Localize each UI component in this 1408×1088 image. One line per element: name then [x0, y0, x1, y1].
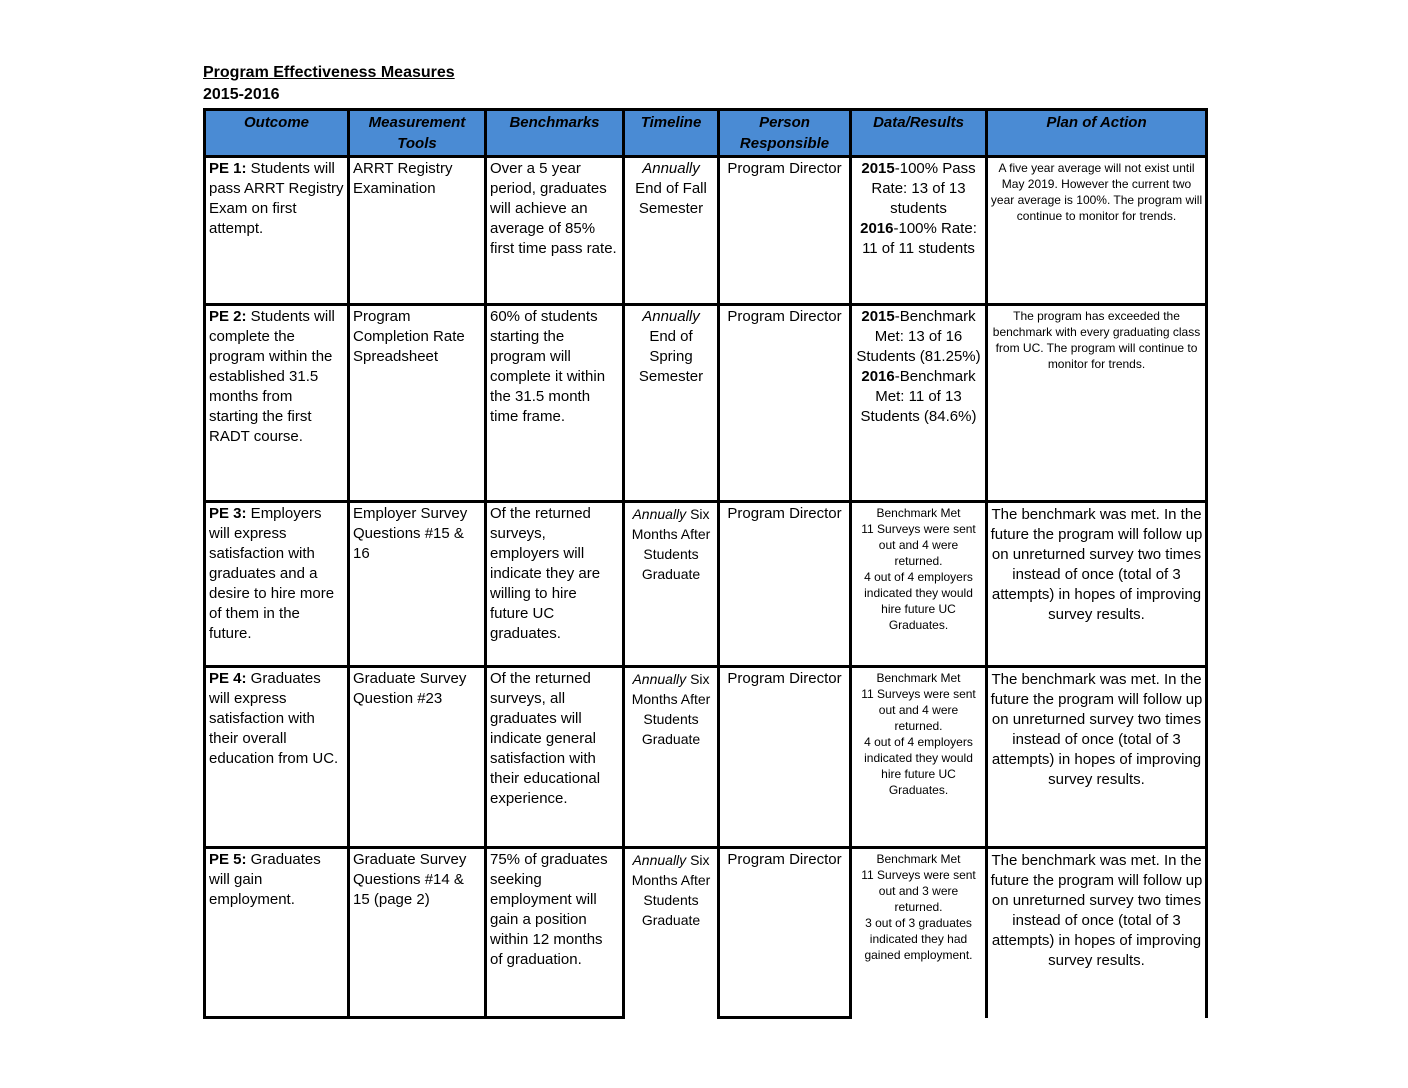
person-cell: Program Director [719, 502, 851, 667]
plan-cell: The benchmark was met. In the future the program will follow up on unreturned survey two times instead of once (total of 3 attempts) in hopes of improving survey results. [987, 848, 1207, 1018]
outcome-cell: PE 2: Students will complete the program within the established 31.5 months from starting the first RADT course. [205, 305, 349, 502]
plan-cell: The benchmark was met. In the future the program will follow up on unreturned survey two times instead of once (total of 3 attempts) in hopes of improving survey results. [987, 502, 1207, 667]
tools-cell: Graduate Survey Question #23 [349, 667, 486, 848]
tools-cell: Employer Survey Questions #15 & 16 [349, 502, 486, 667]
benchmark-cell: 60% of students starting the program will complete it within the 31.5 month time frame. [486, 305, 624, 502]
doc-title: Program Effectiveness Measures [203, 64, 455, 81]
plan-cell: A five year average will not exist until May 2019. However the current two year average is 100%. The program will continue to monitor for trends. [987, 157, 1207, 305]
tools-cell: Graduate Survey Questions #14 & 15 (page 2) [349, 848, 486, 1018]
timeline-cell: Annually End of Fall Semester [624, 157, 719, 305]
outcome-cell: PE 1: Students will pass ARRT Registry Exam on first attempt. [205, 157, 349, 305]
timeline-cell: Annually End of Spring Semester [624, 305, 719, 502]
table-row-pe2 [205, 305, 1207, 502]
outcome-cell: PE 4: Graduates will express satisfaction with their overall education from UC. [205, 667, 349, 848]
header-outcome: Outcome [205, 110, 349, 157]
benchmark-cell: Of the returned surveys, employers will indicate they are willing to hire future UC graduates. [486, 502, 624, 667]
timeline-cell: Annually Six Months After Students Graduate [624, 848, 719, 1018]
document [203, 62, 1213, 1019]
header-person-responsible: Person Responsible [719, 110, 851, 157]
data-results-cell: 2015-Benchmark Met: 13 of 16 Students (81.25%) 2016-Benchmark Met: 11 of 13 Students (84.6%) [851, 305, 987, 502]
benchmark-cell: Over a 5 year period, graduates will achieve an average of 85% first time pass rate. [486, 157, 624, 305]
benchmark-cell: Of the returned surveys, all graduates will indicate general satisfaction with their educational experience. [486, 667, 624, 848]
data-results-cell: Benchmark Met 11 Surveys were sent out and 3 were returned. 3 out of 3 graduates indicated they had gained employment. [851, 848, 987, 1018]
tools-cell: Program Completion Rate Spreadsheet [349, 305, 486, 502]
plan-cell: The benchmark was met. In the future the program will follow up on unreturned survey two times instead of once (total of 3 attempts) in hopes of improving survey results. [987, 667, 1207, 848]
doc-subtitle: 2015-2016 [203, 86, 280, 103]
header-row [205, 110, 1207, 157]
timeline-cell: Annually Six Months After Students Graduate [624, 667, 719, 848]
plan-cell: The program has exceeded the benchmark with every graduating class from UC. The program will continue to monitor for trends. [987, 305, 1207, 502]
header-data-results: Data/Results [851, 110, 987, 157]
person-cell: Program Director [719, 667, 851, 848]
person-cell: Program Director [719, 848, 851, 1018]
data-results-cell: Benchmark Met 11 Surveys were sent out and 4 were returned. 4 out of 4 employers indicated they would hire future UC Graduates. [851, 502, 987, 667]
table-row-pe4 [205, 667, 1207, 848]
table-row-pe1 [205, 157, 1207, 305]
person-cell: Program Director [719, 157, 851, 305]
table-row-pe3 [205, 502, 1207, 667]
tools-cell: ARRT Registry Examination [349, 157, 486, 305]
table-row-pe5 [205, 848, 1207, 1018]
data-results-cell: Benchmark Met 11 Surveys were sent out and 4 were returned. 4 out of 4 employers indicated they would hire future UC Graduates. [851, 667, 987, 848]
header-benchmarks: Benchmarks [486, 110, 624, 157]
person-cell: Program Director [719, 305, 851, 502]
header-plan-of-action: Plan of Action [987, 110, 1207, 157]
outcome-cell: PE 5: Graduates will gain employment. [205, 848, 349, 1018]
outcome-cell: PE 3: Employers will express satisfaction with graduates and a desire to hire more of them in the future. [205, 502, 349, 667]
benchmark-cell: 75% of graduates seeking employment will gain a position within 12 months of graduation. [486, 848, 624, 1018]
header-measurement-tools: Measurement Tools [349, 110, 486, 157]
header-timeline: Timeline [624, 110, 719, 157]
effectiveness-table [203, 108, 1208, 1019]
data-results-cell: 2015-100% Pass Rate: 13 of 13 students 2016-100% Rate: 11 of 11 students [851, 157, 987, 305]
timeline-cell: Annually Six Months After Students Graduate [624, 502, 719, 667]
